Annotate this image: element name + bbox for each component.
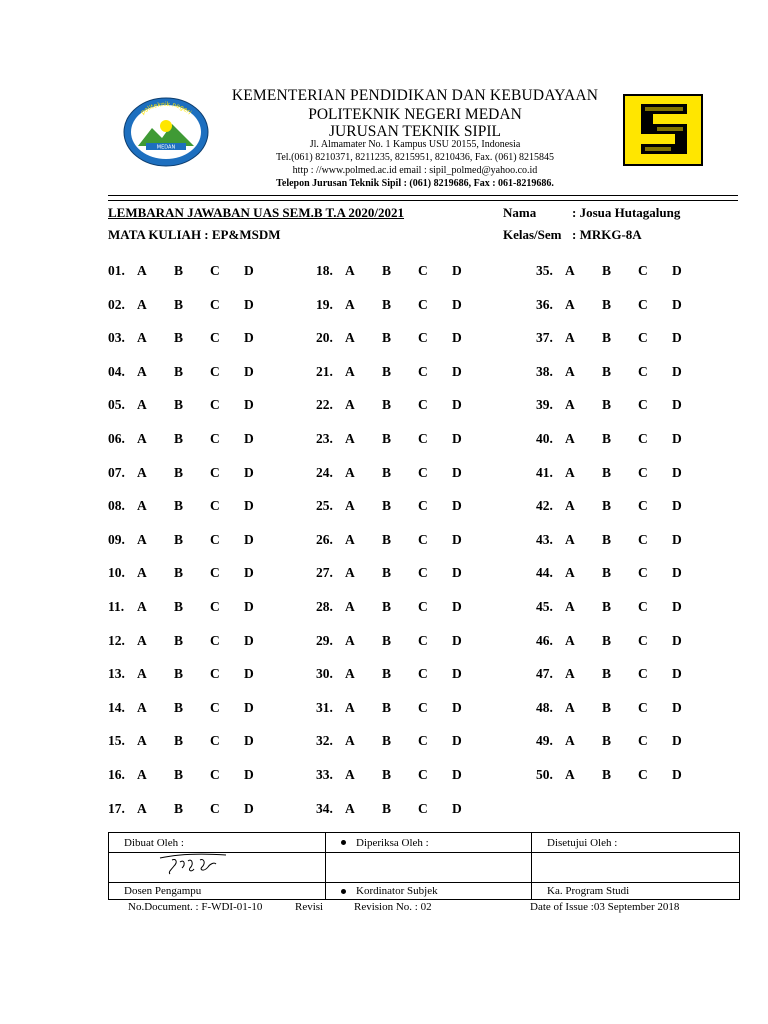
question-number: 32. — [316, 733, 333, 749]
option-a[interactable]: A — [565, 767, 575, 782]
option-c[interactable]: C — [418, 498, 428, 514]
option-c[interactable]: C — [638, 431, 648, 446]
option-a[interactable]: A — [345, 531, 355, 547]
option-b[interactable]: B — [174, 531, 184, 547]
option-c[interactable]: C — [418, 565, 428, 581]
option-b[interactable]: B — [174, 464, 184, 480]
option-c[interactable]: C — [418, 632, 428, 648]
option-b[interactable]: B — [174, 397, 184, 413]
option-d[interactable]: D — [672, 666, 682, 682]
question-number: 01. — [108, 263, 125, 278]
option-d[interactable]: D — [244, 733, 254, 749]
question-number: 06. — [108, 431, 125, 446]
option-c[interactable]: C — [638, 632, 648, 648]
option-a[interactable]: A — [345, 666, 355, 682]
telephone-line: Tel.(061) 8210371, 8211235, 8215951, 8210436, Fax. (061) 8215845 — [275, 152, 555, 163]
option-d[interactable]: D — [672, 263, 682, 278]
question-number: 03. — [108, 330, 125, 346]
document-number: No.Document. : F-WDI-01-10 — [128, 901, 263, 913]
option-d[interactable]: D — [452, 699, 462, 715]
department-phone-line: Telepon Jurusan Teknik Sipil : (061) 8219686, Fax : 061-8219686. — [276, 178, 554, 189]
option-d[interactable]: D — [672, 397, 682, 413]
question-number: 08. — [108, 498, 125, 514]
question-number: 38. — [536, 363, 553, 379]
option-a[interactable]: A — [137, 565, 147, 581]
option-b[interactable]: B — [382, 699, 392, 715]
option-b[interactable]: B — [382, 464, 392, 480]
question-number: 34. — [316, 800, 333, 816]
option-c[interactable]: C — [418, 800, 428, 816]
option-a[interactable]: A — [137, 666, 147, 682]
option-d[interactable]: D — [244, 296, 254, 312]
option-b[interactable]: B — [602, 632, 612, 648]
question-number: 18. — [316, 263, 333, 278]
polmed-logo-icon — [122, 96, 210, 168]
name-value: : Josua Hutagalung — [572, 205, 681, 220]
question-number: 31. — [316, 699, 333, 715]
option-d[interactable]: D — [672, 699, 682, 715]
option-b[interactable]: B — [602, 733, 612, 749]
checked-by-label: Diperiksa Oleh : — [356, 836, 429, 849]
question-number: 04. — [108, 363, 125, 379]
option-b[interactable]: B — [382, 666, 392, 682]
question-number: 36. — [536, 296, 553, 312]
option-d[interactable]: D — [452, 565, 462, 581]
question-number: 10. — [108, 565, 125, 581]
head-label: Ka. Program Studi — [547, 885, 630, 897]
option-a[interactable]: A — [345, 565, 355, 581]
option-b[interactable]: B — [602, 263, 612, 278]
option-d[interactable]: D — [672, 363, 682, 379]
lecturer-cell — [109, 883, 326, 900]
question-number: 49. — [536, 733, 553, 749]
option-a[interactable]: A — [565, 397, 575, 413]
option-c[interactable]: C — [638, 296, 648, 312]
option-d[interactable]: D — [244, 397, 254, 413]
option-d[interactable]: D — [672, 296, 682, 312]
question-number: 29. — [316, 632, 333, 648]
option-c[interactable]: C — [418, 733, 428, 749]
option-b[interactable]: B — [602, 666, 612, 682]
option-d[interactable]: D — [672, 464, 682, 480]
option-b[interactable]: B — [602, 330, 612, 346]
question-number: 48. — [536, 699, 553, 715]
option-c[interactable]: C — [418, 363, 428, 379]
option-c[interactable]: C — [418, 599, 428, 614]
question-number: 47. — [536, 666, 553, 682]
question-number: 05. — [108, 397, 125, 413]
question-number: 24. — [316, 464, 333, 480]
option-d[interactable]: D — [452, 263, 462, 278]
option-c[interactable]: C — [418, 397, 428, 413]
option-d[interactable]: D — [452, 531, 462, 547]
option-a[interactable]: A — [345, 632, 355, 648]
option-a[interactable]: A — [345, 699, 355, 715]
option-b[interactable]: B — [382, 565, 392, 581]
option-d[interactable]: D — [452, 800, 462, 816]
logo-arc-text: politeknik negeri — [139, 100, 193, 117]
option-d[interactable]: D — [672, 330, 682, 346]
option-b[interactable]: B — [382, 296, 392, 312]
question-number: 30. — [316, 666, 333, 682]
question-number: 39. — [536, 397, 553, 413]
option-b[interactable]: B — [174, 632, 184, 648]
option-d[interactable]: D — [672, 632, 682, 648]
option-a[interactable]: A — [137, 296, 147, 312]
option-b[interactable]: B — [382, 800, 392, 816]
option-b[interactable]: B — [174, 599, 184, 614]
option-d[interactable]: D — [672, 498, 682, 514]
option-a[interactable]: A — [565, 565, 575, 581]
option-b[interactable]: B — [174, 733, 184, 749]
sheet-title: LEMBARAN JAWABAN UAS SEM.B T.A 2020/2021 — [108, 205, 405, 220]
option-d[interactable]: D — [672, 733, 682, 749]
option-b[interactable]: B — [174, 431, 184, 446]
option-c[interactable]: C — [638, 363, 648, 379]
option-c[interactable]: C — [210, 733, 220, 749]
option-c[interactable]: C — [418, 767, 428, 782]
option-d[interactable]: D — [452, 330, 462, 346]
option-a[interactable]: A — [345, 431, 355, 446]
option-a[interactable]: A — [565, 464, 575, 480]
option-d[interactable]: D — [452, 599, 462, 614]
option-a[interactable]: A — [137, 263, 147, 278]
question-number: 11. — [108, 599, 125, 614]
question-number: 19. — [316, 296, 333, 312]
option-c[interactable]: C — [418, 263, 428, 278]
question-number: 35. — [536, 263, 553, 278]
approved-by-cell — [532, 833, 740, 853]
header-separator — [108, 195, 738, 201]
class-label: Kelas/Sem — [503, 227, 562, 242]
made-by-label: Dibuat Oleh : — [124, 836, 184, 849]
option-b[interactable]: B — [174, 666, 184, 682]
option-d[interactable]: D — [452, 464, 462, 480]
option-b[interactable]: B — [174, 263, 184, 278]
option-a[interactable]: A — [345, 263, 355, 278]
option-b[interactable]: B — [602, 431, 612, 446]
question-number: 26. — [316, 531, 333, 547]
option-a[interactable]: A — [565, 599, 575, 614]
option-c[interactable]: C — [638, 666, 648, 682]
option-d[interactable]: D — [452, 498, 462, 514]
question-number: 50. — [536, 767, 553, 782]
option-c[interactable]: C — [210, 800, 220, 816]
option-a[interactable]: A — [137, 397, 147, 413]
option-c[interactable]: C — [210, 397, 220, 413]
option-b[interactable]: B — [382, 767, 392, 782]
question-number: 46. — [536, 632, 553, 648]
option-d[interactable]: D — [452, 296, 462, 312]
department-title: JURUSAN TEKNIK SIPIL — [329, 123, 501, 140]
question-number: 42. — [536, 498, 553, 514]
option-c[interactable]: C — [210, 296, 220, 312]
option-d[interactable]: D — [244, 599, 254, 614]
option-b[interactable]: B — [382, 263, 392, 278]
option-c[interactable]: C — [638, 699, 648, 715]
revision-number: Revision No. : 02 — [354, 901, 432, 913]
option-d[interactable]: D — [452, 397, 462, 413]
bullet-icon — [341, 840, 346, 845]
option-c[interactable]: C — [210, 565, 220, 581]
option-b[interactable]: B — [602, 565, 612, 581]
option-b[interactable]: B — [174, 498, 184, 514]
question-number: 16. — [108, 767, 125, 782]
option-c[interactable]: C — [638, 263, 648, 278]
option-b[interactable]: B — [174, 330, 184, 346]
option-a[interactable]: A — [137, 531, 147, 547]
question-number: 41. — [536, 464, 553, 480]
option-a[interactable]: A — [345, 498, 355, 514]
name-label: Nama — [503, 205, 537, 220]
option-c[interactable]: C — [210, 666, 220, 682]
option-a[interactable]: A — [137, 632, 147, 648]
question-number: 17. — [108, 800, 125, 816]
option-c[interactable]: C — [418, 464, 428, 480]
option-a[interactable]: A — [137, 767, 147, 782]
revisi-label: Revisi — [295, 901, 324, 913]
option-c[interactable]: C — [210, 363, 220, 379]
option-b[interactable]: B — [602, 296, 612, 312]
option-b[interactable]: B — [382, 733, 392, 749]
option-c[interactable]: C — [418, 296, 428, 312]
option-c[interactable]: C — [638, 531, 648, 547]
school-title: POLITEKNIK NEGERI MEDAN — [308, 106, 522, 123]
option-a[interactable]: A — [345, 330, 355, 346]
option-a[interactable]: A — [137, 800, 147, 816]
question-number: 23. — [316, 431, 333, 446]
option-b[interactable]: B — [174, 565, 184, 581]
option-c[interactable]: C — [418, 699, 428, 715]
option-c[interactable]: C — [210, 767, 220, 782]
logo-band-text: MEDAN — [156, 144, 176, 151]
option-a[interactable]: A — [345, 767, 355, 782]
option-d[interactable]: D — [244, 632, 254, 648]
option-d[interactable]: D — [672, 565, 682, 581]
option-c[interactable]: C — [638, 330, 648, 346]
option-a[interactable]: A — [565, 498, 575, 514]
option-d[interactable]: D — [452, 632, 462, 648]
option-a[interactable]: A — [137, 699, 147, 715]
option-b[interactable]: B — [382, 632, 392, 648]
option-d[interactable]: D — [452, 767, 462, 782]
option-d[interactable]: D — [244, 431, 254, 446]
option-b[interactable]: B — [602, 699, 612, 715]
option-a[interactable]: A — [565, 531, 575, 547]
option-c[interactable]: C — [418, 531, 428, 547]
option-a[interactable]: A — [565, 431, 575, 446]
option-a[interactable]: A — [345, 296, 355, 312]
option-d[interactable]: D — [244, 498, 254, 514]
option-a[interactable]: A — [565, 263, 575, 278]
checked-by-cell — [326, 833, 532, 853]
question-number: 22. — [316, 397, 333, 413]
question-number: 20. — [316, 330, 333, 346]
option-c[interactable]: C — [210, 599, 220, 614]
option-a[interactable]: A — [345, 599, 355, 614]
ministry-title: KEMENTERIAN PENDIDIKAN DAN KEBUDAYAAN — [231, 87, 599, 104]
option-b[interactable]: B — [174, 699, 184, 715]
civil-engineering-logo-icon — [623, 94, 703, 166]
address-line: Jl. Almamater No. 1 Kampus USU 20155, Indonesia — [309, 139, 521, 150]
option-d[interactable]: D — [244, 666, 254, 682]
option-d[interactable]: D — [452, 431, 462, 446]
option-a[interactable]: A — [565, 363, 575, 379]
bullet-icon — [341, 889, 346, 894]
option-c[interactable]: C — [638, 767, 648, 782]
option-b[interactable]: B — [382, 363, 392, 379]
option-d[interactable]: D — [244, 699, 254, 715]
option-d[interactable]: D — [452, 733, 462, 749]
option-b[interactable]: B — [602, 767, 612, 782]
option-c[interactable]: C — [210, 263, 220, 278]
option-b[interactable]: B — [382, 431, 392, 446]
option-a[interactable]: A — [345, 464, 355, 480]
option-c[interactable]: C — [418, 666, 428, 682]
option-a[interactable]: A — [137, 733, 147, 749]
option-c[interactable]: C — [638, 397, 648, 413]
option-c[interactable]: C — [210, 632, 220, 648]
question-number: 02. — [108, 296, 125, 312]
question-number: 21. — [316, 363, 333, 379]
class-value: : MRKG-8A — [572, 227, 642, 242]
option-d[interactable]: D — [672, 531, 682, 547]
option-c[interactable]: C — [638, 733, 648, 749]
option-b[interactable]: B — [602, 498, 612, 514]
option-b[interactable]: B — [382, 330, 392, 346]
head-cell — [532, 883, 740, 900]
option-a[interactable]: A — [345, 363, 355, 379]
option-a[interactable]: A — [345, 800, 355, 816]
option-c[interactable]: C — [638, 599, 648, 614]
option-a[interactable]: A — [137, 498, 147, 514]
option-a[interactable]: A — [345, 397, 355, 413]
option-b[interactable]: B — [174, 800, 184, 816]
option-a[interactable]: A — [565, 296, 575, 312]
option-b[interactable]: B — [602, 464, 612, 480]
option-b[interactable]: B — [382, 397, 392, 413]
question-number: 37. — [536, 330, 553, 346]
option-a[interactable]: A — [137, 363, 147, 379]
option-b[interactable]: B — [174, 363, 184, 379]
option-a[interactable]: A — [565, 699, 575, 715]
option-b[interactable]: B — [602, 599, 612, 614]
option-c[interactable]: C — [210, 498, 220, 514]
course-line: MATA KULIAH : EP&MSDM — [108, 227, 281, 242]
option-d[interactable]: D — [452, 363, 462, 379]
question-number: 44. — [536, 565, 553, 581]
approved-by-label: Disetujui Oleh : — [547, 836, 618, 849]
option-b[interactable]: B — [174, 767, 184, 782]
option-d[interactable]: D — [244, 330, 254, 346]
option-a[interactable]: A — [137, 464, 147, 480]
option-a[interactable]: A — [137, 431, 147, 446]
option-b[interactable]: B — [174, 296, 184, 312]
option-d[interactable]: D — [244, 767, 254, 782]
option-a[interactable]: A — [345, 733, 355, 749]
option-d[interactable]: D — [672, 767, 682, 782]
option-d[interactable]: D — [244, 565, 254, 581]
option-a[interactable]: A — [137, 599, 147, 614]
question-number: 15. — [108, 733, 125, 749]
option-a[interactable]: A — [565, 632, 575, 648]
signature-cell-head — [532, 853, 740, 883]
option-c[interactable]: C — [210, 431, 220, 446]
question-number: 28. — [316, 599, 333, 614]
question-number: 27. — [316, 565, 333, 581]
coordinator-cell — [326, 883, 532, 900]
option-c[interactable]: C — [418, 431, 428, 446]
coordinator-label: Kordinator Subjek — [356, 885, 438, 897]
question-number: 07. — [108, 464, 125, 480]
option-b[interactable]: B — [382, 531, 392, 547]
question-number: 45. — [536, 599, 553, 614]
option-c[interactable]: C — [210, 699, 220, 715]
option-d[interactable]: D — [244, 531, 254, 547]
lecturer-label: Dosen Pengampu — [124, 885, 202, 897]
option-d[interactable]: D — [672, 431, 682, 446]
option-b[interactable]: B — [602, 397, 612, 413]
option-c[interactable]: C — [210, 531, 220, 547]
option-d[interactable]: D — [244, 263, 254, 278]
option-a[interactable]: A — [565, 666, 575, 682]
option-b[interactable]: B — [382, 498, 392, 514]
option-b[interactable]: B — [602, 363, 612, 379]
option-c[interactable]: C — [638, 464, 648, 480]
signature-cell-coordinator — [326, 853, 532, 883]
option-d[interactable]: D — [244, 800, 254, 816]
question-number: 14. — [108, 699, 125, 715]
option-a[interactable]: A — [137, 330, 147, 346]
question-number: 25. — [316, 498, 333, 514]
question-number: 13. — [108, 666, 125, 682]
option-d[interactable]: D — [452, 666, 462, 682]
option-a[interactable]: A — [565, 330, 575, 346]
option-d[interactable]: D — [672, 599, 682, 614]
option-c[interactable]: C — [418, 330, 428, 346]
option-c[interactable]: C — [210, 330, 220, 346]
option-c[interactable]: C — [638, 498, 648, 514]
question-number: 33. — [316, 767, 333, 782]
web-email-line: http : //www.polmed.ac.id email : sipil_polmed@yahoo.co.id — [292, 165, 538, 176]
question-number: 43. — [536, 531, 553, 547]
question-number: 09. — [108, 531, 125, 547]
date-of-issue: Date of Issue :03 September 2018 — [530, 901, 680, 913]
question-number: 12. — [108, 632, 125, 648]
option-d[interactable]: D — [244, 363, 254, 379]
option-b[interactable]: B — [602, 531, 612, 547]
option-b[interactable]: B — [382, 599, 392, 614]
option-a[interactable]: A — [565, 733, 575, 749]
question-number: 40. — [536, 431, 553, 446]
option-d[interactable]: D — [244, 464, 254, 480]
option-c[interactable]: C — [638, 565, 648, 581]
option-c[interactable]: C — [210, 464, 220, 480]
handwritten-signature-icon — [158, 850, 228, 876]
